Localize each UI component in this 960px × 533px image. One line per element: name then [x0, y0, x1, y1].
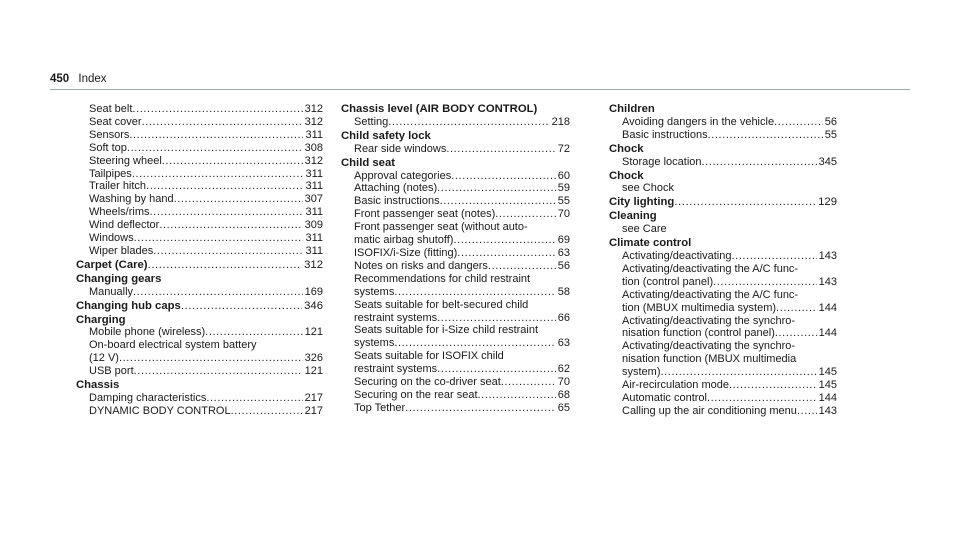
index-subentry: Avoiding dangers in the vehicle [622, 115, 775, 128]
index-subentry: Washing by hand [89, 193, 174, 206]
index-subentry: Seat cover [89, 115, 142, 128]
page-ref[interactable]: 307 [304, 193, 323, 206]
index-heading: Chock [609, 142, 644, 155]
index-column-1 [76, 103, 323, 418]
index-subentry-cont: system) [622, 366, 661, 379]
see-reference[interactable]: see Care [622, 223, 667, 236]
index-subentry: Seats suitable for belt-secured child [354, 298, 529, 311]
index-subentry: Seats suitable for ISOFIX child [354, 350, 504, 363]
page-ref[interactable]: 311 [305, 232, 323, 245]
index-subentry: Activating/deactivating [622, 249, 732, 262]
index-heading: Child safety lock [341, 129, 431, 142]
index-subentry-cont: restraint systems [354, 311, 438, 324]
page-ref[interactable]: 312 [304, 115, 323, 128]
page-ref[interactable]: 68 [557, 388, 570, 401]
index-entry [76, 300, 323, 313]
index-column-3 [609, 103, 837, 418]
page-ref[interactable]: 346 [304, 299, 323, 312]
index-entry [341, 130, 570, 156]
page-ref[interactable]: 217 [304, 391, 323, 404]
index-entry [609, 196, 837, 209]
page-ref[interactable]: 70 [557, 376, 570, 389]
index-subentry-cont: restraint systems [354, 363, 438, 376]
page-ref[interactable]: 58 [557, 285, 570, 298]
index-subentry: Securing on the rear seat [354, 388, 478, 401]
index-subentry: Top Tether [354, 401, 406, 414]
index-subentry-row [89, 103, 323, 116]
page-ref[interactable]: 309 [304, 219, 323, 232]
index-subentry: Calling up the air conditioning menu [622, 404, 797, 417]
page-ref[interactable]: 145 [818, 366, 837, 379]
page-ref[interactable]: 312 [304, 258, 323, 271]
index-heading: Chassis [76, 379, 120, 392]
index-subentry-row [89, 129, 323, 142]
index-entry [76, 379, 323, 418]
index-subentry-cont: tion (MBUX multimedia system) [622, 301, 777, 314]
index-subentry: Soft top [89, 141, 127, 154]
index-subentry: Attaching (notes) [354, 182, 438, 195]
index-entry [609, 170, 837, 196]
index-entry [609, 237, 837, 418]
index-subentry: Approval categories [354, 169, 452, 182]
index-subentry: Activating/deactivating the A/C func- [622, 288, 799, 301]
index-subentry: Wheels/rims [89, 206, 150, 219]
page-ref[interactable]: 60 [557, 169, 570, 182]
page-ref[interactable]: 69 [557, 234, 570, 247]
index-entry [76, 259, 323, 272]
index-subentry-cont: nisation function (control panel) [622, 327, 775, 340]
index-subentry-cont: systems [354, 285, 395, 298]
index-subentry: Basic instructions [354, 195, 440, 208]
index-subentry: Activating/deactivating the synchro- [622, 314, 796, 327]
page-ref[interactable]: 308 [304, 141, 323, 154]
index-subentry: Trailer hitch [89, 180, 147, 193]
index-subentry: Damping characteristics [89, 391, 207, 404]
page-ref[interactable]: 218 [551, 115, 570, 128]
page-ref[interactable]: 311 [305, 128, 323, 141]
index-entry [341, 103, 570, 129]
index-subentry-row [89, 206, 323, 219]
page-header [50, 72, 107, 86]
index-subentry: Notes on risks and dangers [354, 259, 488, 272]
index-subentry-row [89, 155, 323, 168]
page-ref[interactable]: 311 [305, 167, 323, 180]
index-subentry: Seat belt [89, 103, 133, 115]
page-ref[interactable]: 65 [557, 401, 570, 414]
index-column-2 [341, 103, 570, 415]
index-subentry: Wind deflector [89, 219, 160, 232]
index-subentry: ISOFIX/i-Size (fitting) [354, 246, 458, 259]
index-subentry: On-board electrical system battery [89, 339, 257, 352]
index-subentry: Automatic control [622, 391, 707, 404]
index-subentry: Storage location [622, 155, 702, 168]
index-subentry: Manually [89, 285, 134, 298]
index-heading: Child seat [341, 156, 395, 169]
index-subentry-cont: nisation function (MBUX multimedia [622, 353, 797, 366]
page-ref[interactable]: 62 [557, 363, 570, 376]
page-ref[interactable]: 59 [557, 182, 570, 195]
index-subentry-cont: matic airbag shutoff) [354, 234, 454, 247]
page-ref[interactable]: 143 [818, 275, 837, 288]
index-heading: Chock [609, 169, 644, 182]
index-heading: Changing hub caps [76, 299, 181, 312]
index-subentry: Basic instructions [622, 128, 708, 141]
page-ref[interactable]: 144 [818, 391, 837, 404]
page-ref[interactable]: 55 [824, 128, 837, 141]
index-subentry: USB port [89, 365, 134, 378]
page-number: 450 [50, 73, 70, 85]
index-heading: City lighting [609, 196, 675, 209]
page-ref[interactable]: 143 [818, 249, 837, 262]
index-subentry: Recommendations for child restraint [354, 272, 531, 285]
index-subentry-row [89, 142, 323, 155]
index-subentry-row [89, 180, 323, 193]
index-entry [76, 314, 323, 379]
index-heading: Charging [76, 313, 126, 326]
page-ref[interactable]: 143 [818, 404, 837, 417]
page-ref[interactable]: 169 [304, 285, 323, 298]
index-heading: Changing gears [76, 272, 162, 285]
index-subentry: Rear side windows [354, 142, 447, 155]
index-subentry-row [89, 168, 323, 181]
page-ref[interactable]: 129 [818, 196, 837, 209]
index-heading: Carpet (Care) [76, 258, 148, 271]
index-heading: Children [609, 103, 655, 115]
page-ref[interactable]: 345 [818, 155, 837, 168]
page-ref[interactable]: 56 [557, 259, 570, 272]
page-ref[interactable]: 70 [557, 208, 570, 221]
index-heading: Climate control [609, 237, 692, 250]
index-subentry: Wiper blades [89, 244, 154, 257]
index-subentry: Seats suitable for i-Size child restraint [354, 324, 539, 337]
index-subentry: Mobile phone (wireless) [89, 326, 206, 339]
index-subentry: Air-recirculation mode [622, 379, 729, 392]
index-entry [76, 273, 323, 299]
page-ref[interactable]: 312 [304, 103, 323, 115]
index-heading: Cleaning [609, 210, 657, 223]
index-entry [609, 103, 837, 142]
index-subentry: Front passenger seat (notes) [354, 208, 496, 221]
index-subentry: DYNAMIC BODY CONTROL [89, 404, 231, 417]
index-subentry: Activating/deactivating the synchro- [622, 340, 796, 353]
index-entry-group [76, 103, 323, 258]
header-divider [50, 89, 910, 90]
index-subentry-cont: (12 V) [89, 352, 119, 365]
page-ref[interactable]: 56 [824, 115, 837, 128]
index-subentry-row [89, 245, 323, 258]
page-ref[interactable]: 55 [557, 195, 570, 208]
index-subentry-row [89, 193, 323, 206]
index-entry [609, 143, 837, 169]
page-ref[interactable]: 144 [818, 301, 837, 314]
index-subentry-cont: tion (control panel) [622, 275, 714, 288]
page-ref[interactable]: 72 [557, 142, 570, 155]
index-subentry: Sensors [89, 128, 130, 141]
page-ref[interactable]: 311 [305, 244, 323, 257]
page-ref[interactable]: 63 [557, 337, 570, 350]
index-subentry-row [89, 232, 323, 245]
index-subentry: Activating/deactivating the A/C func- [622, 262, 799, 275]
index-subentry: Steering wheel [89, 154, 162, 167]
index-entry [341, 157, 570, 415]
see-reference[interactable]: see Chock [622, 182, 674, 195]
index-subentry-row [89, 116, 323, 129]
index-subentry: Setting [354, 115, 389, 128]
index-subentry-cont: systems [354, 337, 395, 350]
index-subentry: Tailpipes [89, 167, 132, 180]
page-ref[interactable]: 121 [304, 365, 323, 378]
index-subentry-row [89, 219, 323, 232]
index-entry [609, 210, 837, 236]
page-ref[interactable]: 311 [305, 206, 323, 219]
index-heading: Chassis level (AIR BODY CONTROL) [341, 103, 538, 115]
page-ref[interactable]: 311 [305, 180, 323, 193]
section-title: Index [78, 73, 107, 85]
index-subentry: Front passenger seat (without auto- [354, 221, 528, 234]
page-ref[interactable]: 66 [557, 311, 570, 324]
index-subentry: Windows [89, 232, 134, 245]
page-ref[interactable]: 217 [304, 404, 323, 417]
index-subentry: Securing on the co-driver seat [354, 376, 501, 389]
page-ref[interactable]: 121 [304, 326, 323, 339]
page-ref[interactable]: 144 [818, 327, 837, 340]
page-ref[interactable]: 63 [557, 246, 570, 259]
page-ref[interactable]: 145 [818, 379, 837, 392]
page-ref[interactable]: 326 [304, 352, 323, 365]
page-ref[interactable]: 312 [304, 154, 323, 167]
